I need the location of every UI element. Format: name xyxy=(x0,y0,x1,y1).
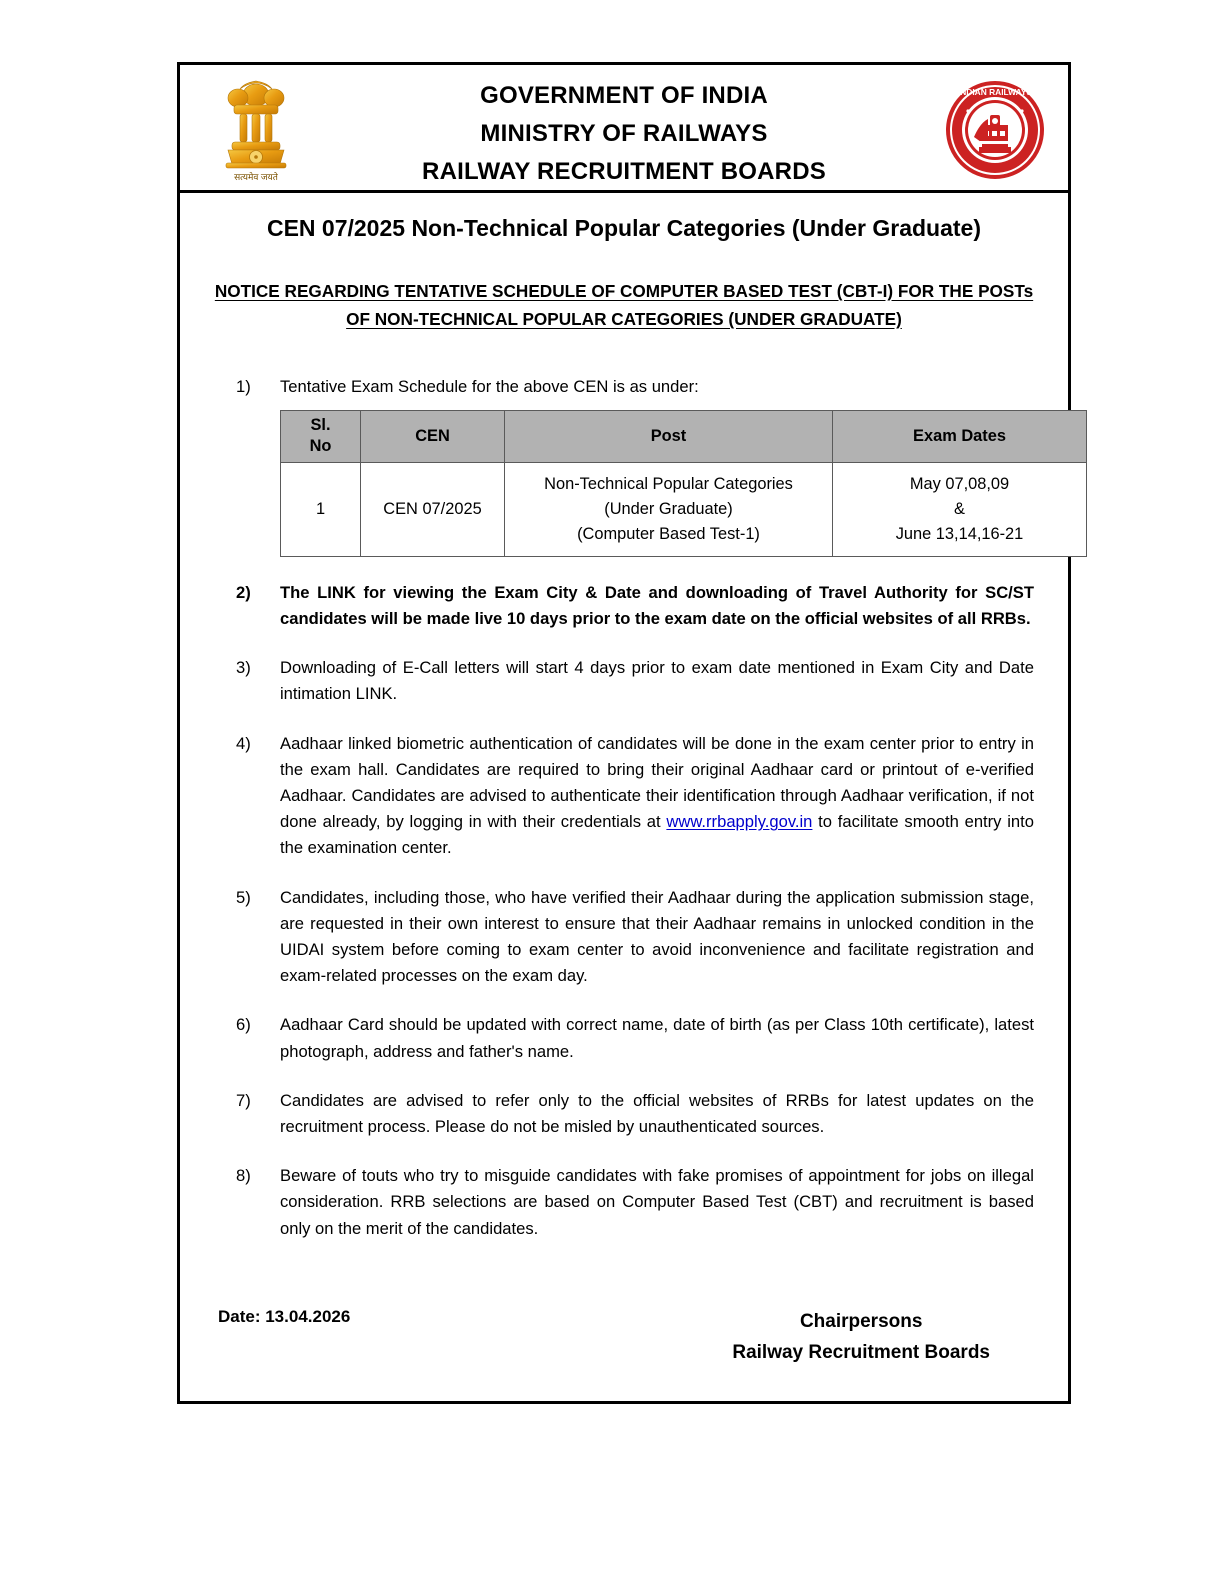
clause-number: 5) xyxy=(236,887,251,907)
clause-number: 3) xyxy=(236,658,251,678)
table-header-row xyxy=(281,410,1087,462)
schedule-table-wrapper xyxy=(280,410,1034,557)
masthead-line-boards: RAILWAY RECRUITMENT BOARDS xyxy=(422,157,826,185)
clause-number: 7) xyxy=(236,1090,251,1110)
railways-logo-text: INDIAN RAILWAYS xyxy=(957,87,1033,97)
cell-cen: CEN 07/2025 xyxy=(361,462,505,556)
notice-heading-line-1: NOTICE REGARDING TENTATIVE SCHEDULE OF COMPUTER BASED TEST (CBT-I) FOR THE POSTs xyxy=(214,281,1034,301)
post-line-3: (Computer Based Test-1) xyxy=(577,524,760,543)
clause-item-8 xyxy=(236,1163,1034,1242)
dates-line-3: June 13,14,16-21 xyxy=(895,524,1024,543)
column-header-post: Post xyxy=(505,410,833,462)
sl-no-line-1: Sl. xyxy=(310,416,331,435)
clause-number: 6) xyxy=(236,1015,251,1035)
clause-text: Candidates, including those, who have verified their Aadhaar during the application submission stage, are requested in their own interest to ensure that their Aadhaar remains in unlocked condition in the UIDAI system before coming to exam center to avoid inconvenience and facilitate registration and exam-related processes on the exam day. xyxy=(280,887,1034,986)
clause-item-2 xyxy=(236,580,1034,632)
column-header-cen: CEN xyxy=(361,410,505,462)
masthead-line-government: GOVERNMENT OF INDIA xyxy=(480,82,768,109)
clause-text: Tentative Exam Schedule for the above CEN is as under: xyxy=(280,376,699,396)
clause-text: Candidates are advised to refer only to the official websites of RRBs for latest updates on the recruitment process. Please do not be misled by unauthenticated sources. xyxy=(280,1090,1034,1136)
clause-item-4 xyxy=(236,731,1034,862)
post-line-2: (Under Graduate) xyxy=(604,499,733,518)
notice-document xyxy=(177,62,1071,1404)
notice-heading-line-2: OF NON-TECHNICAL POPULAR CATEGORIES (UNDER GRADUATE) xyxy=(346,308,902,329)
document-body xyxy=(180,193,1068,1242)
document-footer xyxy=(180,1307,1068,1369)
clause-number: 8) xyxy=(236,1166,251,1186)
clause-number: 2) xyxy=(236,582,251,602)
clause-number: 1) xyxy=(236,376,251,396)
clause-text-tail: to facilitate smooth entry into the examination center. xyxy=(280,812,1034,858)
rrbapply-website-link[interactable]: www.rrbapply.gov.in xyxy=(666,812,813,832)
clause-text: Beware of touts who try to misguide candidates with fake promises of appointment for jobs on illegal consideration. RRB selections are based on Computer Based Test (CBT) and recruitment is based only on the merit of the candidates. xyxy=(280,1166,1034,1238)
clause-list xyxy=(196,374,1052,1242)
page-title: CEN 07/2025 Non-Technical Popular Categories (Under Graduate) xyxy=(266,215,982,241)
column-header-sl-no xyxy=(281,410,361,462)
clause-item-3 xyxy=(236,655,1034,707)
clause-text: Downloading of E-Call letters will start 4 days prior to exam date mentioned in Exam City and Date intimation LINK. xyxy=(280,658,1034,704)
masthead-line-ministry: MINISTRY OF RAILWAYS xyxy=(480,119,768,147)
signature-organisation: Railway Recruitment Boards xyxy=(732,1342,990,1364)
clause-item-5 xyxy=(236,885,1034,990)
cell-exam-dates xyxy=(833,462,1087,556)
document-masthead xyxy=(180,65,1068,193)
footer-date: Date: 13.04.2026 xyxy=(218,1307,351,1327)
cell-post xyxy=(505,462,833,556)
clause-text: The LINK for viewing the Exam City & Date and downloading of Travel Authority for SC/ST candidates will be made live 10 days prior to the exam date on the official websites of all RRBs. xyxy=(280,582,1034,628)
table-row xyxy=(281,462,1087,556)
dates-line-1: May 07,08,09 xyxy=(909,474,1010,493)
ashoka-motto-text: सत्यमेव जयते xyxy=(234,172,278,182)
clause-text: Aadhaar linked biometric authentication of candidates will be done in the exam center prior to entry in the exam hall. Candidates are required to bring their original Aadhaar card or printout of e-verified Aadhaar. Candidates are advised to authenticate their identification through Aadhaar verification, if not done already, by logging in with their credentials at xyxy=(280,733,1034,832)
notice-heading xyxy=(196,278,1052,334)
post-line-1: Non-Technical Popular Categories xyxy=(544,474,793,493)
clause-item-1 xyxy=(236,374,1034,557)
footer-signature-block xyxy=(732,1307,990,1369)
column-header-exam-dates: Exam Dates xyxy=(833,410,1087,462)
masthead-title-block xyxy=(180,77,1068,191)
cell-sl-no: 1 xyxy=(281,462,361,556)
clause-item-6 xyxy=(236,1012,1034,1064)
signature-designation: Chairpersons xyxy=(799,1311,923,1333)
clause-text: Aadhaar Card should be updated with correct name, date of birth (as per Class 10th certificate), latest photograph, address and father's name. xyxy=(280,1015,1034,1061)
exam-schedule-table xyxy=(280,410,1087,557)
clause-number: 4) xyxy=(236,733,251,753)
dates-line-2: & xyxy=(954,499,965,518)
clause-item-7 xyxy=(236,1088,1034,1140)
sl-no-line-2: No xyxy=(309,437,332,456)
